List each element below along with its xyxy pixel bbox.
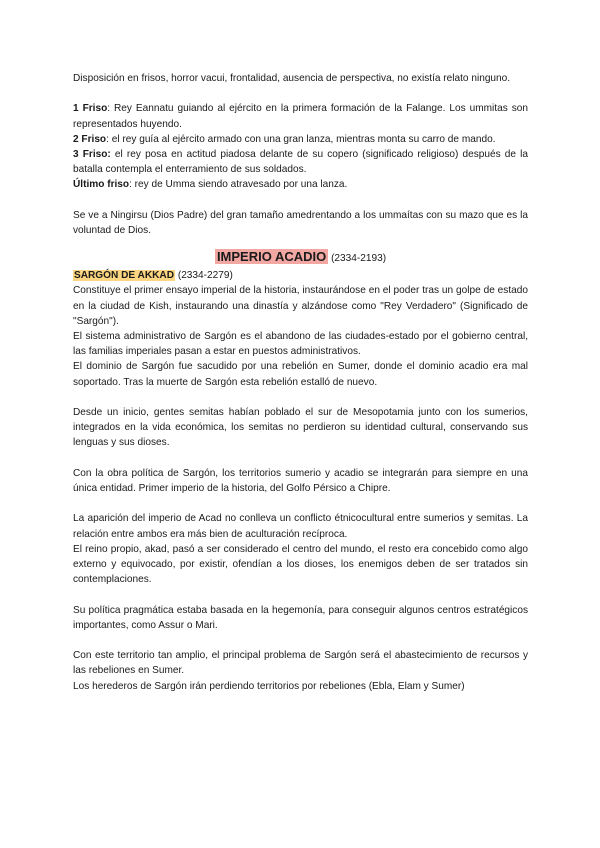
ningirsu-paragraph: Se ve a Ningirsu (Dios Padre) del gran tamaño amedrentando a los ummaítas con su mazo que es la voluntad de Dios. bbox=[73, 209, 528, 236]
paragraph: Desde un inicio, gentes semitas habían poblado el sur de Mesopotamia junto con los sumerios, integrados en la vida económica, los semitas no perdieron su identidad cultural, conservando sus lenguas y sus dioses. bbox=[73, 407, 528, 449]
section-title: IMPERIO ACADIO bbox=[216, 249, 327, 265]
subsection-title: SARGÓN DE AKKAD bbox=[74, 270, 175, 282]
document-body bbox=[73, 71, 528, 694]
paragraph: Los herederos de Sargón irán perdiendo territorios por rebeliones (Ebla, Elam y Sumer) bbox=[73, 680, 465, 692]
paragraph: Constituye el primer ensayo imperial de la historia, instaurándose en el poder tras un golpe de estado en la ciudad de Kish, instaurando una dinastía y alzándose como "Rey Verdadero" (Significado de "Sargón"). bbox=[73, 285, 528, 327]
friso-label: 3 Friso: bbox=[73, 149, 111, 160]
paragraph: Con la obra política de Sargón, los territorios sumerio y acadio se integrarán para siempre en una única entidad. Primer imperio de la historia, del Golfo Pérsico a Chipre. bbox=[73, 467, 528, 495]
friso-ultimo bbox=[73, 177, 528, 192]
paragraph: La aparición del imperio de Acad no conlleva un conflicto étnicocultural entre sumerios y semitas. La relación entre ambos era más bien de aculturación recíproca. bbox=[73, 513, 528, 540]
paragraph: El reino propio, akad, pasó a ser considerado el centro del mundo, el resto era concebido como algo externo y equivocado, por existir, ofendían a los dioses, los enemigos deben de ser tratados sin contemplaciones. bbox=[73, 543, 528, 586]
friso-label: 2 Friso bbox=[73, 133, 107, 145]
friso-text: : rey de Umma siendo atravesado por una lanza. bbox=[129, 179, 348, 191]
section-heading bbox=[73, 248, 528, 267]
intro-paragraph: Disposición en frisos, horror vacui, frontalidad, ausencia de perspectiva, no existía relato ninguno. bbox=[73, 73, 511, 84]
friso-text: : el rey guía al ejército armado con una gran lanza, mientras monta su carro de mando. bbox=[106, 133, 496, 145]
friso-label: 1 Friso bbox=[73, 103, 108, 115]
section-dates: (2334-2193) bbox=[331, 253, 387, 265]
friso-2 bbox=[73, 132, 528, 147]
paragraph: Su política pragmática estaba basada en la hegemonía, para conseguir algunos centros estratégicos importantes, como Assur o Mari. bbox=[73, 604, 528, 631]
friso-3 bbox=[73, 147, 528, 177]
subsection-heading bbox=[73, 268, 528, 283]
friso-text: : Rey Eannatu guiando al ejército en la primera formación de la Falange. Los ummitas son representados huyendo. bbox=[73, 103, 528, 130]
subsection-dates: (2334-2279) bbox=[177, 270, 233, 282]
paragraph: Con este territorio tan amplio, el principal problema de Sargón será el abastecimiento de recursos y las rebeliones en Sumer. bbox=[73, 650, 528, 677]
friso-text: el rey posa en actitud piadosa delante de su copero (significado religioso) después de la batalla contempla el enterramiento de sus soldados. bbox=[73, 149, 528, 176]
paragraph: El sistema administrativo de Sargón es el abandono de las ciudades-estado por el gobierno central, las familias imperiales pasan a estar en puestos administrativos. bbox=[73, 331, 528, 358]
friso-label: Último friso bbox=[73, 179, 130, 191]
friso-1 bbox=[73, 101, 528, 131]
paragraph: El dominio de Sargón fue sacudido por una rebelión en Sumer, donde el dominio acadio era mal soportado. Tras la muerte de Sargón esta rebelión estalló de nuevo. bbox=[73, 361, 528, 388]
